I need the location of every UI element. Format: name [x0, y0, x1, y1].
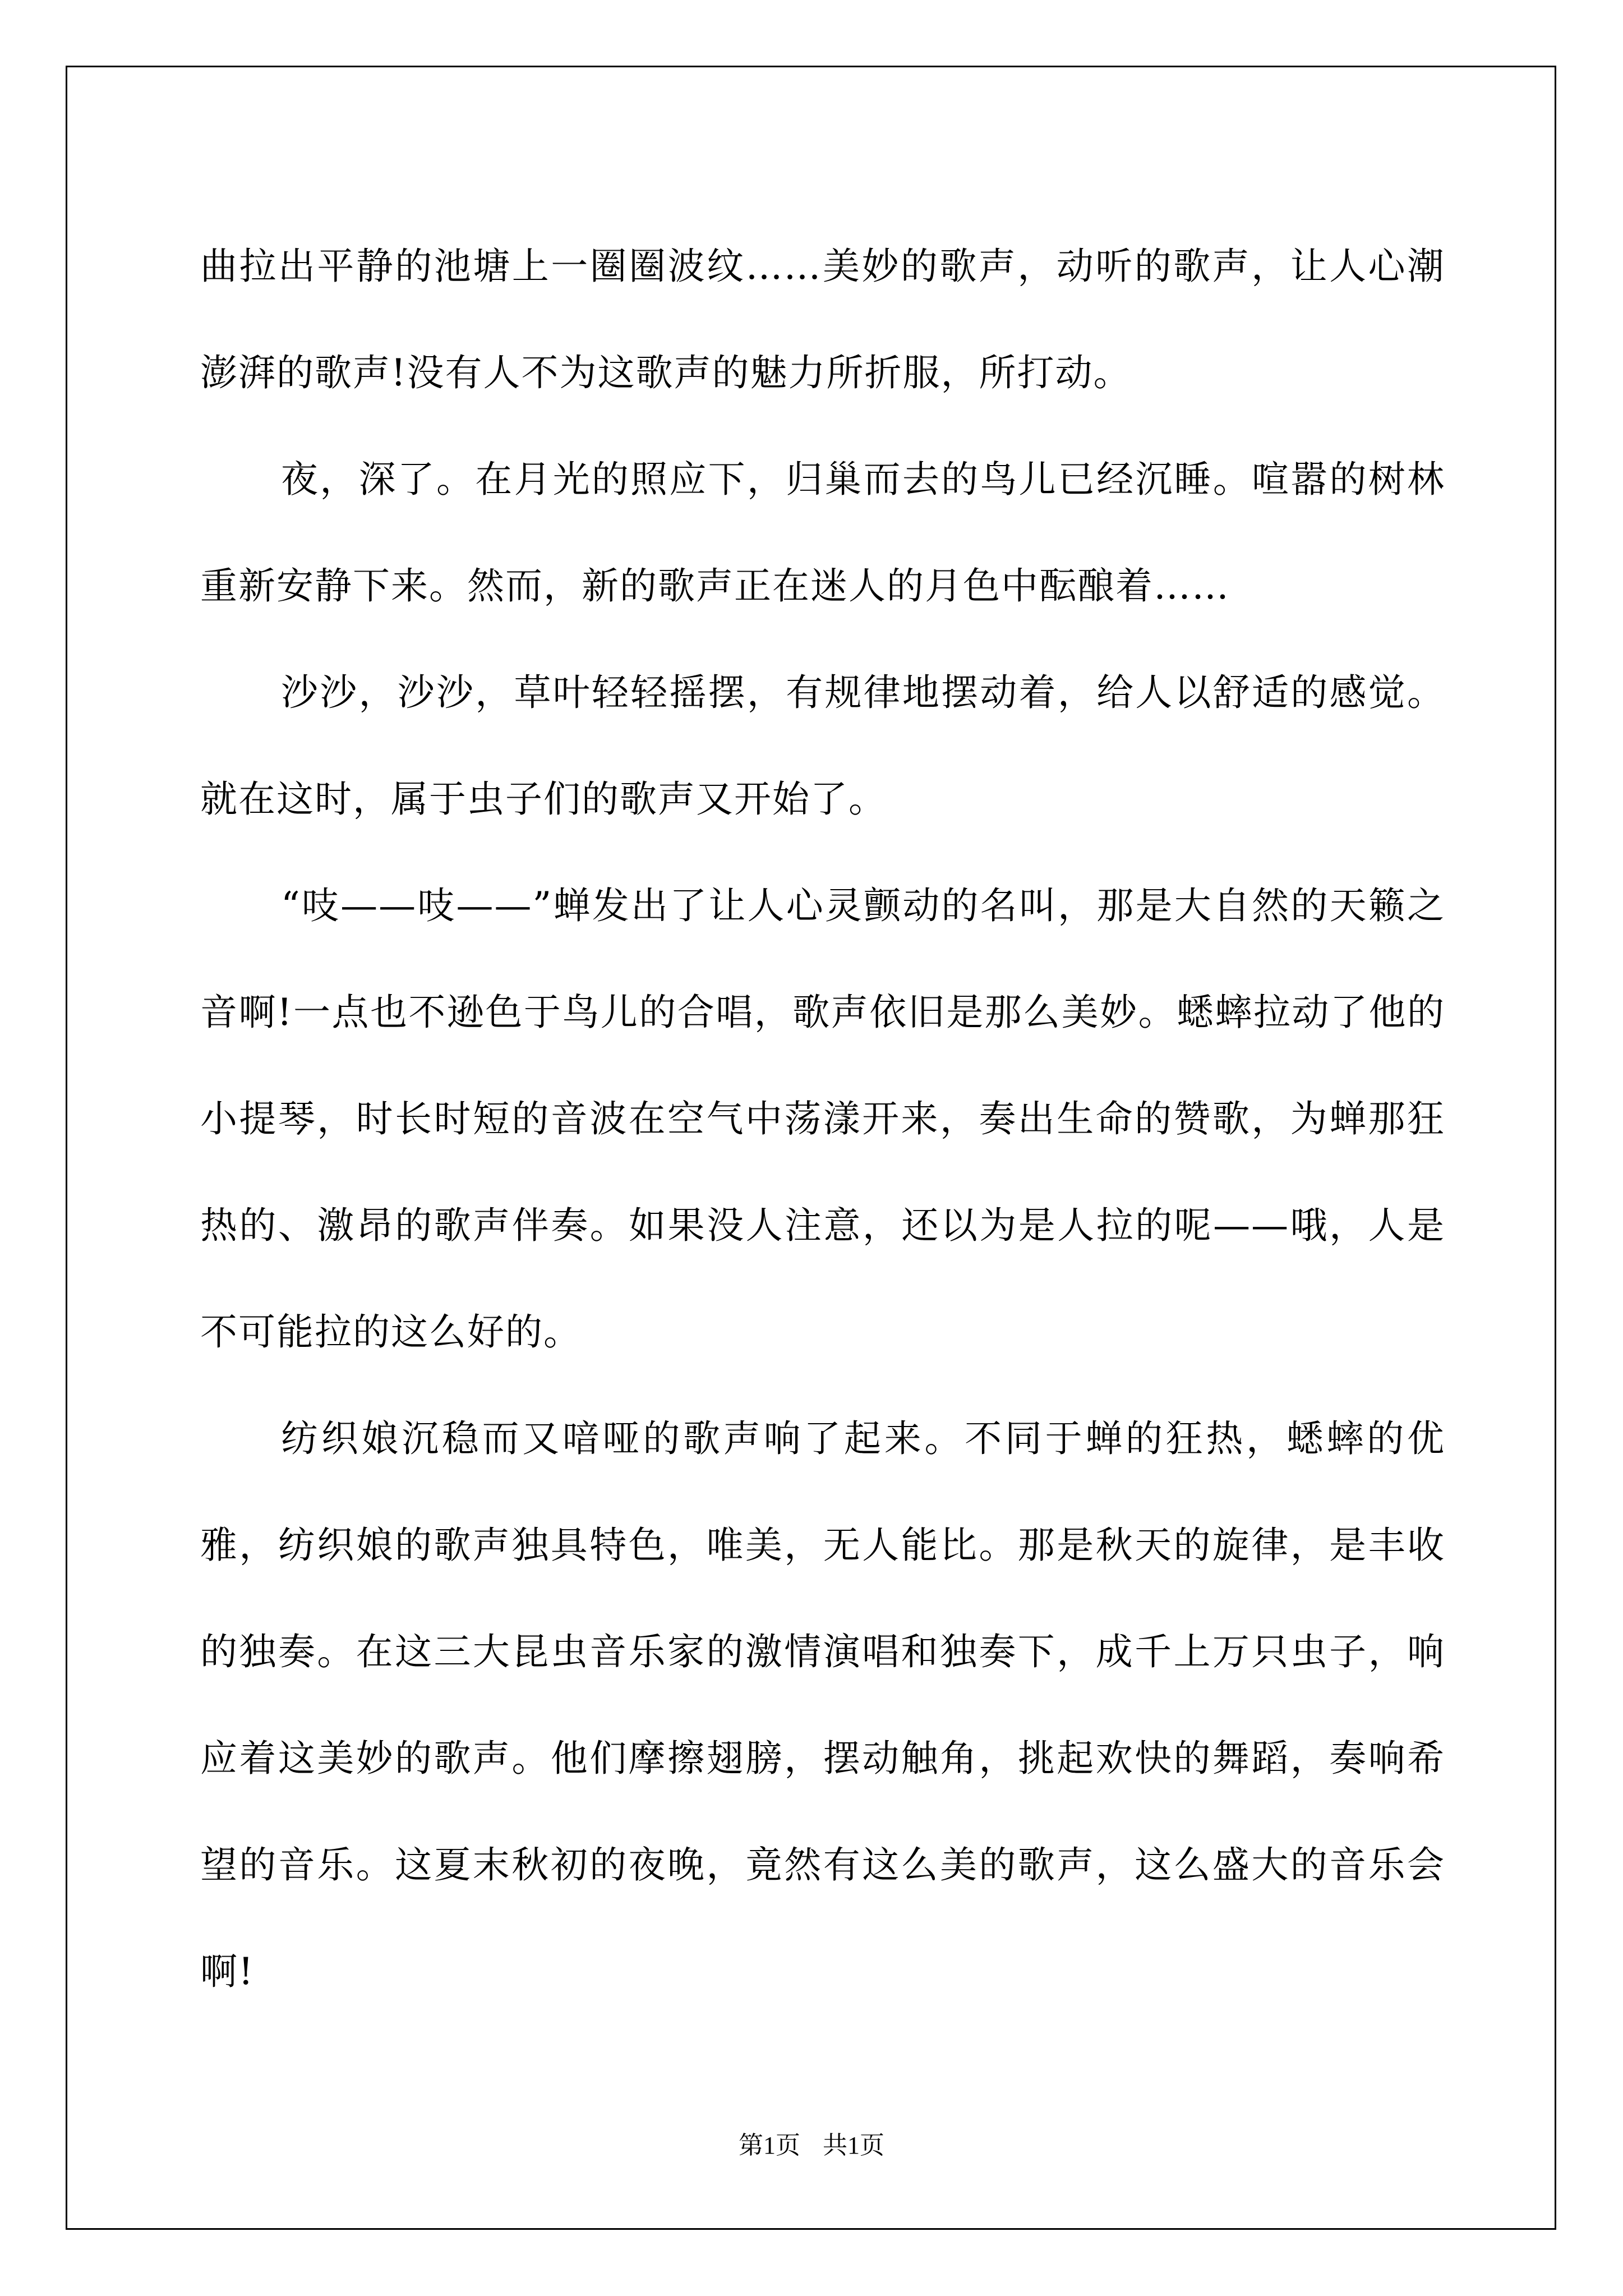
paragraph-2: 夜，深了。在月光的照应下，归巢而去的鸟儿已经沉睡。喧嚣的树林重新安静下来。然而，新的歌声正在迷人的月色中酝酿着……	[200, 458, 1445, 608]
paragraph-3: 沙沙，沙沙，草叶轻轻摇摆，有规律地摆动着，给人以舒适的感觉。就在这时，属于虫子们的歌声又开始了。	[200, 671, 1445, 821]
page-total: 共1页	[823, 2132, 884, 2159]
paragraph-1: 曲拉出平静的池塘上一圈圈波纹……美妙的歌声，动听的歌声，让人心潮澎湃的歌声!没有人不为这歌声的魅力所折服，所打动。	[200, 245, 1445, 394]
paragraph-4: “吱——吱——”蝉发出了让人心灵颤动的名叫，那是大自然的天籁之音啊!一点也不逊色于鸟儿的合唱，歌声依旧是那么美妙。蟋蟀拉动了他的小提琴，时长时短的音波在空气中荡漾开来，奏出生命的赞歌，为蝉那狂热的、激昂的歌声伴奏。如果没人注意，还以为是人拉的呢——哦，人是不可能拉的这么好的。	[200, 884, 1445, 1354]
page-number: 第1页	[739, 2132, 800, 2159]
document-body	[200, 213, 1445, 2025]
paragraph-5: 纺织娘沉稳而又喑哑的歌声响了起来。不同于蝉的狂热，蟋蟀的优雅，纺织娘的歌声独具特色，唯美，无人能比。那是秋天的旋律，是丰收的独奏。在这三大昆虫音乐家的激情演唱和独奏下，成千上万只虫子，响应着这美妙的歌声。他们摩擦翅膀，摆动触角，挑起欢快的舞蹈，奏响希望的音乐。这夏末秋初的夜晚，竟然有这么美的歌声，这么盛大的音乐会啊!	[200, 1417, 1445, 1993]
page-footer	[0, 2129, 1623, 2162]
